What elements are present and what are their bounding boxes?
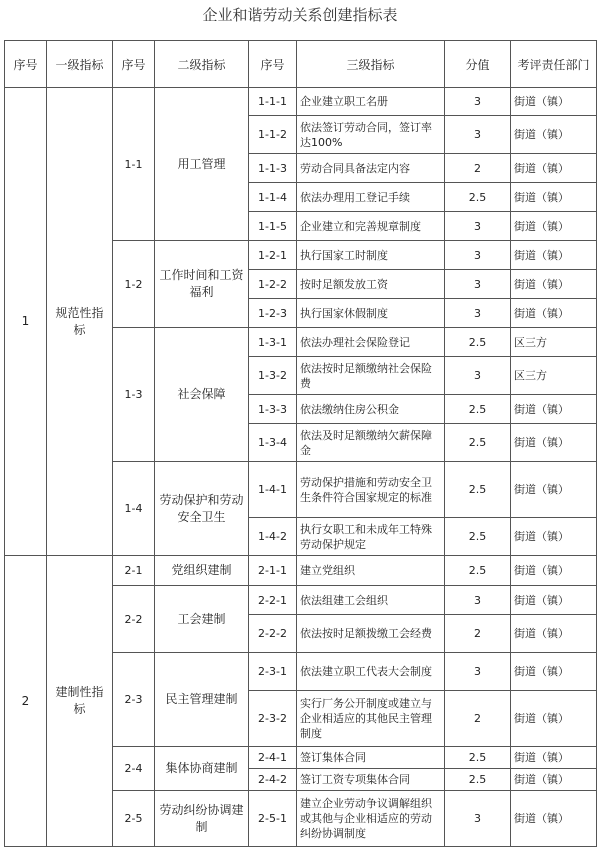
item-score: 3: [445, 357, 511, 395]
item-score: 3: [445, 270, 511, 299]
page-title: 企业和谐劳动关系创建指标表: [202, 6, 398, 24]
item-score: 3: [445, 586, 511, 615]
item-no: 1-4-1: [249, 462, 297, 518]
item-score: 2: [445, 154, 511, 183]
item-dept: 街道（镇）: [511, 556, 597, 586]
item-score: 3: [445, 88, 511, 116]
item-dept: 街道（镇）: [511, 241, 597, 270]
group-no: 1: [5, 88, 47, 556]
item-no: 1-2-3: [249, 299, 297, 328]
item-no: 1-3-1: [249, 328, 297, 357]
item-text: 依法签订劳动合同，签订率达100%: [297, 116, 445, 154]
item-dept: 街道（镇）: [511, 424, 597, 462]
item-no: 1-1-3: [249, 154, 297, 183]
item-no: 2-5-1: [249, 791, 297, 847]
item-text: 签订集体合同: [297, 747, 445, 769]
item-score: 3: [445, 241, 511, 270]
item-dept: 街道（镇）: [511, 518, 597, 556]
item-score: 2.5: [445, 747, 511, 769]
header-level3: 三级指标: [297, 41, 445, 88]
item-no: 1-1-4: [249, 183, 297, 212]
item-score: 2.5: [445, 328, 511, 357]
item-score: 3: [445, 299, 511, 328]
header-level2: 二级指标: [155, 41, 249, 88]
header-row: [5, 41, 597, 88]
group-name: 建制性指标: [47, 556, 113, 847]
item-dept: 街道（镇）: [511, 299, 597, 328]
item-dept: 街道（镇）: [511, 586, 597, 615]
item-text: 依法及时足额缴纳欠薪保障金: [297, 424, 445, 462]
header-dept: 考评责任部门: [511, 41, 597, 88]
sub-name: 社会保障: [155, 328, 249, 462]
item-dept: 街道（镇）: [511, 747, 597, 769]
sub-name: 民主管理建制: [155, 653, 249, 747]
item-text: 劳动保护措施和劳动安全卫生条件符合国家规定的标准: [297, 462, 445, 518]
item-no: 1-1-2: [249, 116, 297, 154]
sub-no: 1-1: [113, 88, 155, 241]
item-score: 2.5: [445, 424, 511, 462]
item-score: 3: [445, 212, 511, 241]
item-text: 实行厂务公开制度或建立与企业相适应的其他民主管理制度: [297, 691, 445, 747]
item-dept: 街道（镇）: [511, 88, 597, 116]
item-score: 2.5: [445, 183, 511, 212]
sub-name: 劳动纠纷协调建制: [155, 791, 249, 847]
group-no: 2: [5, 556, 47, 847]
sub-name: 劳动保护和劳动安全卫生: [155, 462, 249, 556]
item-no: 1-3-2: [249, 357, 297, 395]
sub-name: 工作时间和工资福利: [155, 241, 249, 328]
item-score: 2: [445, 615, 511, 653]
item-text: 依法办理用工登记手续: [297, 183, 445, 212]
item-dept: 街道（镇）: [511, 653, 597, 691]
item-no: 1-2-1: [249, 241, 297, 270]
item-no: 1-2-2: [249, 270, 297, 299]
item-score: 3: [445, 653, 511, 691]
header-group-no: 序号: [5, 41, 47, 88]
item-text: 依法按时足额拨缴工会经费: [297, 615, 445, 653]
index-table: [4, 40, 597, 847]
item-text: 依法按时足额缴纳社会保险费: [297, 357, 445, 395]
item-score: 2.5: [445, 518, 511, 556]
sub-name: 集体协商建制: [155, 747, 249, 791]
item-text: 依法缴纳住房公积金: [297, 395, 445, 424]
header-level1: 一级指标: [47, 41, 113, 88]
item-dept: 街道（镇）: [511, 154, 597, 183]
sub-name: 工会建制: [155, 586, 249, 653]
item-no: 2-3-1: [249, 653, 297, 691]
item-text: 签订工资专项集体合同: [297, 769, 445, 791]
sub-no: 2-3: [113, 653, 155, 747]
item-no: 1-3-3: [249, 395, 297, 424]
item-dept: 街道（镇）: [511, 116, 597, 154]
sub-name: 用工管理: [155, 88, 249, 241]
item-text: 劳动合同具备法定内容: [297, 154, 445, 183]
item-score: 2.5: [445, 462, 511, 518]
item-score: 3: [445, 791, 511, 847]
item-no: 2-3-2: [249, 691, 297, 747]
item-no: 2-4-1: [249, 747, 297, 769]
item-no: 1-3-4: [249, 424, 297, 462]
table-row: [5, 556, 597, 586]
item-text: 依法建立职工代表大会制度: [297, 653, 445, 691]
item-text: 执行国家工时制度: [297, 241, 445, 270]
item-no: 2-2-1: [249, 586, 297, 615]
item-no: 2-4-2: [249, 769, 297, 791]
item-text: 按时足额发放工资: [297, 270, 445, 299]
header-sub-no: 序号: [113, 41, 155, 88]
item-dept: 街道（镇）: [511, 615, 597, 653]
item-score: 3: [445, 116, 511, 154]
item-score: 2.5: [445, 395, 511, 424]
item-text: 执行女职工和未成年工特殊劳动保护规定: [297, 518, 445, 556]
item-score: 2.5: [445, 556, 511, 586]
sub-no: 1-2: [113, 241, 155, 328]
table-row: [5, 88, 597, 116]
item-dept: 街道（镇）: [511, 769, 597, 791]
item-dept: 街道（镇）: [511, 270, 597, 299]
item-dept: 街道（镇）: [511, 691, 597, 747]
item-text: 企业建立和完善规章制度: [297, 212, 445, 241]
table-body: [5, 88, 597, 847]
item-dept: 区三方: [511, 357, 597, 395]
item-score: 2.5: [445, 769, 511, 791]
item-no: 1-1-5: [249, 212, 297, 241]
item-dept: 区三方: [511, 328, 597, 357]
item-text: 企业建立职工名册: [297, 88, 445, 116]
item-no: 1-4-2: [249, 518, 297, 556]
item-score: 2: [445, 691, 511, 747]
item-no: 1-1-1: [249, 88, 297, 116]
sub-no: 2-1: [113, 556, 155, 586]
item-text: 建立党组织: [297, 556, 445, 586]
sub-no: 2-2: [113, 586, 155, 653]
header-score: 分值: [445, 41, 511, 88]
item-text: 执行国家休假制度: [297, 299, 445, 328]
item-dept: 街道（镇）: [511, 183, 597, 212]
sub-no: 2-4: [113, 747, 155, 791]
item-text: 依法办理社会保险登记: [297, 328, 445, 357]
header-item-no: 序号: [249, 41, 297, 88]
item-dept: 街道（镇）: [511, 395, 597, 424]
item-dept: 街道（镇）: [511, 212, 597, 241]
item-text: 建立企业劳动争议调解组织或其他与企业相适应的劳动纠纷协调制度: [297, 791, 445, 847]
sub-no: 2-5: [113, 791, 155, 847]
item-no: 2-1-1: [249, 556, 297, 586]
sub-name: 党组织建制: [155, 556, 249, 586]
item-dept: 街道（镇）: [511, 462, 597, 518]
item-text: 依法组建工会组织: [297, 586, 445, 615]
sub-no: 1-3: [113, 328, 155, 462]
sub-no: 1-4: [113, 462, 155, 556]
group-name: 规范性指标: [47, 88, 113, 556]
item-dept: 街道（镇）: [511, 791, 597, 847]
item-no: 2-2-2: [249, 615, 297, 653]
